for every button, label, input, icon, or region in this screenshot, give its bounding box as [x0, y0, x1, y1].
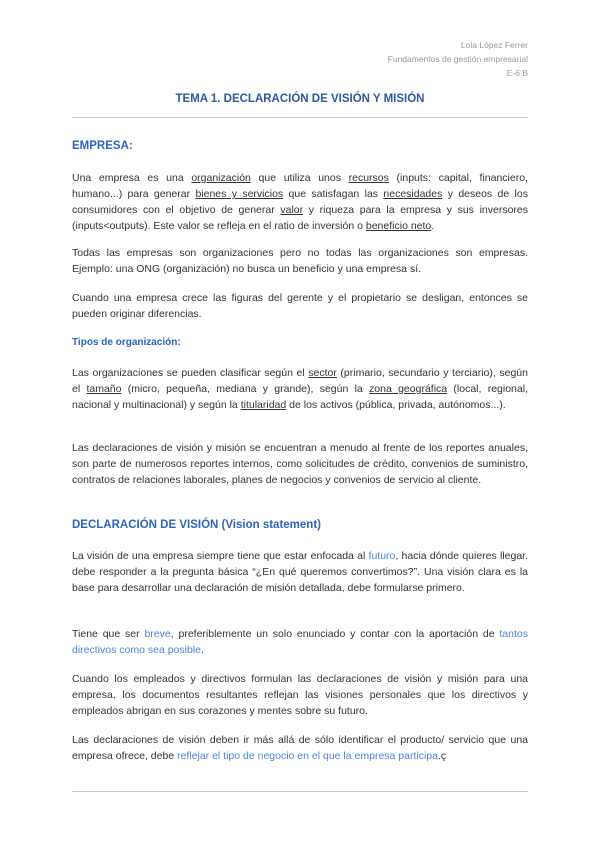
course-name: Fundamentos de gestión empresarial — [387, 54, 528, 64]
paragraph-empleados-directivos: Cuando los empleados y directivos formulan las declaraciones de visión y misión para una empresa, los documentos resultantes reflejan las visiones personales que los directivos y empleados abrigan en sus corazones y mentes sobre su futuro. — [72, 673, 528, 717]
paragraph-gerente-propietario: Cuando una empresa crece las figuras del gerente y el propietario se desligan, entonces se pueden originar diferencias. — [72, 292, 528, 320]
top-divider — [72, 117, 528, 118]
page-header — [388, 38, 528, 80]
section-heading-vision: DECLARACIÓN DE VISIÓN (Vision statement) — [72, 519, 321, 531]
bottom-divider — [72, 791, 528, 792]
paragraph-vision-negocio: Las declaraciones de visión deben ir más allá de sólo identificar el producto/ servicio que una empresa ofrece, debe reflejar el tipo de negocio en el que la empresa participa.ç — [72, 734, 528, 762]
paragraph-clasificacion: Las organizaciones se pueden clasificar según el sector (primario, secundario y terciario), según el tamaño (micro, pequeña, mediana y grande), según la zona geográfica (local, regional, nacional y multinacional) y según la titularidad de los activos (pública, privada, autónomos...). — [72, 367, 528, 411]
paragraph-empresa-definition: Una empresa es una organización que utiliza unos recursos (inputs: capital, financiero, humano...) para generar bienes y servicios que satisfagan las necesidades y deseos de los consumidores con el objetivo de generar valor y riqueza para la empresa y sus inversores (inputs<outputs). Este valor se refleja en el ratio de inversión o beneficio neto. — [72, 172, 529, 232]
section-heading-empresa: EMPRESA: — [72, 140, 133, 152]
document-title: TEMA 1. DECLARACIÓN DE VISIÓN Y MISIÓN — [175, 93, 425, 105]
paragraph-vision-breve: Tiene que ser breve, preferiblemente un solo enunciado y contar con la aportación de tantos directivos como sea posible. — [72, 628, 528, 656]
paragraph-empresas-organizaciones: Todas las empresas son organizaciones pero no todas las organizaciones son empresas. Ejemplo: una ONG (organización) no busca un beneficio y una empresa sí. — [72, 247, 528, 275]
course-code: E-6 B — [506, 68, 528, 78]
subheading-tipos-organizacion: Tipos de organización: — [72, 337, 181, 348]
paragraph-vision-futuro: La visión de una empresa siempre tiene que estar enfocada al futuro, hacia dónde quieres llegar. debe responder a la pregunta básica “¿En qué queremos convertimos?”. Una visión clara es la base para desarrollar una declaración de misión detallada, debe formularse primero. — [72, 550, 529, 594]
paragraph-declaraciones-reportes: Las declaraciones de visión y misión se encuentran a menudo al frente de los reportes anuales, son parte de numerosos reportes internos, como solicitudes de crédito, convenios de suministro, contratos de relaciones laborales, planes de negocios y convenios de servicio al cliente. — [72, 442, 528, 486]
author-name: Lola López Ferrer — [460, 40, 528, 50]
